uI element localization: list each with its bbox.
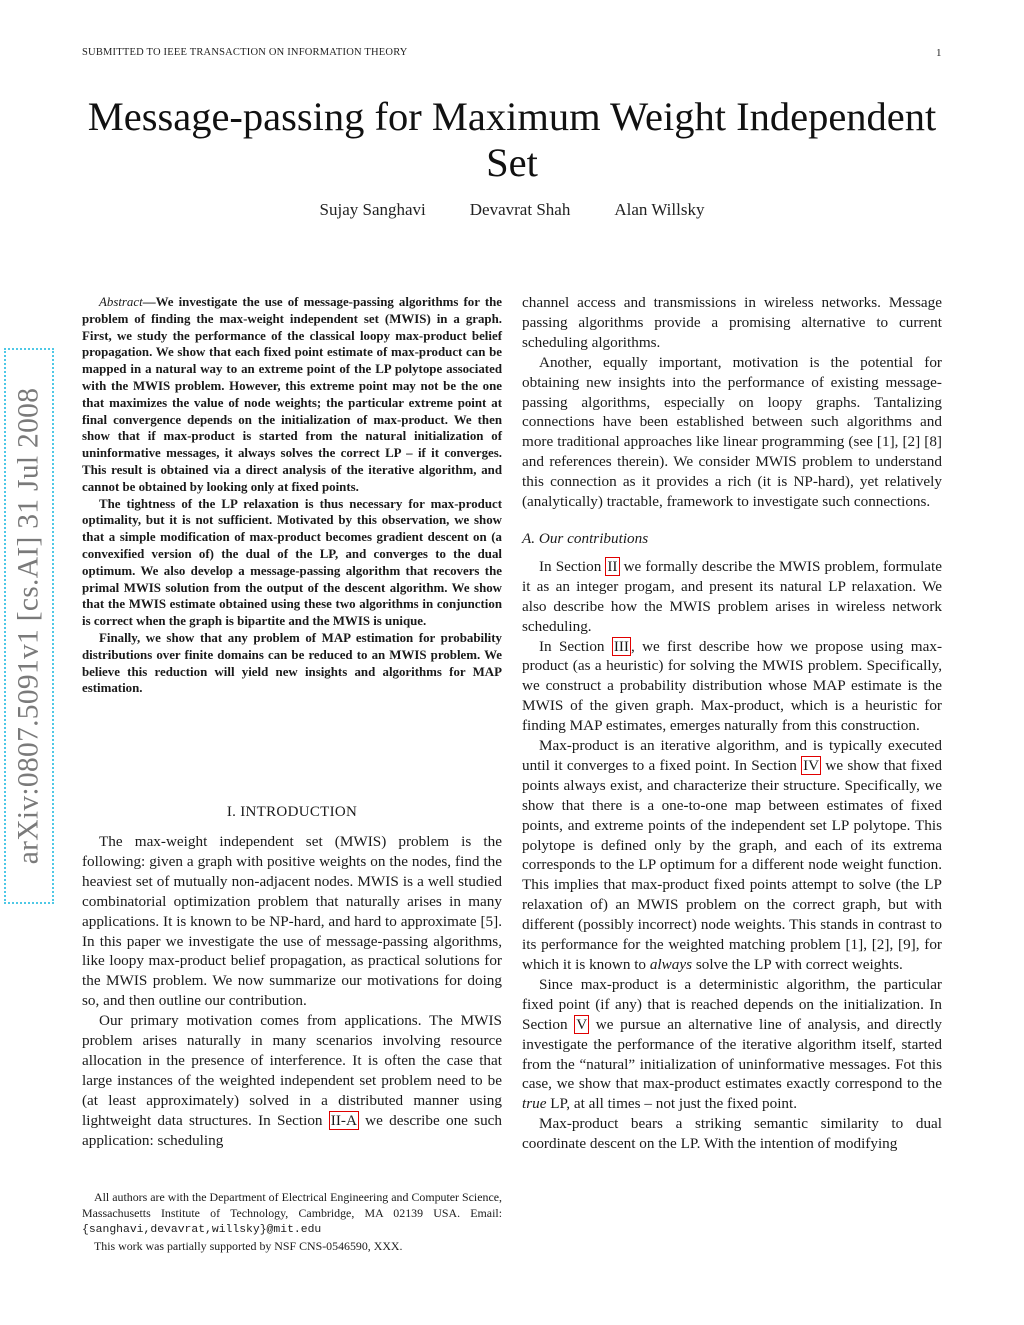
author-name: Alan Willsky: [614, 200, 705, 219]
abstract: [82, 294, 502, 697]
paper-title: Message-passing for Maximum Weight Independent Set: [87, 94, 937, 185]
body-paragraph: channel access and transmissions in wireless networks. Message passing algorithms provide a promising alternative to current scheduling algorithms.: [522, 294, 942, 351]
section-link[interactable]: II: [607, 557, 618, 575]
body-paragraph: Our primary motivation comes from applications. The MWIS problem arises naturally in many scenarios involving resource allocation in the presence of interference. It is often the case that large instances of the weighted independent set problem need to be (at least approximately) solved in a distributed manner using lightweight data structures. In Section II-A we describe one such application: scheduling: [82, 1012, 502, 1149]
section-link[interactable]: V: [576, 1015, 588, 1033]
section-link[interactable]: IV: [803, 756, 820, 774]
page-number: 1: [936, 47, 942, 59]
abstract-paragraph: Finally, we show that any problem of MAP estimation for probability distributions over finite domains can be reduced to an MWIS problem. We believe this reduction will yield new insights and algorithms for MAP estimation.: [82, 630, 502, 696]
author-name: Sujay Sanghavi: [319, 200, 426, 219]
arxiv-stamp[interactable]: [4, 348, 54, 904]
author-list: [200, 200, 824, 220]
section-link[interactable]: III: [613, 637, 629, 655]
author-email: {sanghavi,devavrat,willsky}@mit.edu: [82, 1224, 322, 1236]
arxiv-id: arXiv:0807.5091v1 [cs.AI] 31 Jul 2008: [12, 387, 45, 865]
right-column: [522, 293, 942, 1154]
author-name: Devavrat Shah: [469, 200, 571, 219]
subsection-heading: A. Our contributions: [522, 529, 649, 547]
body-paragraph: Since max-product is a deterministic algorithm, the particular fixed point (if any) that is reached depends on the initialization. In Section V we pursue an alternative line of analysis, and directly investigate the performance of the iterative algorithm itself, started from the “natural” initialization of uninformative messages. Fot this case, we show that max-product estimates exactly correspond to the true LP, at all times – not just the fixed point.: [522, 975, 942, 1113]
body-paragraph: In Section II we formally describe the MWIS problem, formulate it as an integer progam, and present its natural LP relaxation. We also describe how the MWIS problem arises in wireless network scheduling.: [522, 557, 942, 635]
body-paragraph: In Section III , we first describe how we propose using max-product (as a heuristic) for solving the MWIS problem. Specifically, we construct a probability distribution whose MAP estimate is the MWIS of the given graph. Max-product, which is a heuristic for finding MAP estimates, emerges naturally from this construction.: [522, 637, 942, 735]
section-heading-introduction: I. INTRODUCTION: [226, 804, 358, 820]
footnote: All authors are with the Department of Electrical Engineering and Computer Science, Massachusetts Institute of Technology, Cambridge, MA 02139 USA. Email: {sanghavi,devavrat,willsky}@mit.edu This work was partially supported by NSF CNS-0546590, XXX.: [82, 1190, 502, 1253]
body-paragraph: The max-weight independent set (MWIS) problem is the following: given a graph with positive weights on the nodes, find the heaviest set of mutually non-adjacent nodes. MWIS is a well studied combinatorial optimization problem that naturally arises in many applications. It is known to be NP-hard, and hard to approximate [5]. In this paper we investigate the use of message-passing algorithms, like loopy max-product belief propagation, as practical solutions for the MWIS problem. We now summarize our motivations for doing so, and then outline our contribution.: [82, 833, 502, 1010]
running-header: SUBMITTED TO IEEE TRANSACTION ON INFORMATION THEORY: [82, 47, 408, 58]
body-paragraph: Max-product is an iterative algorithm, and is typically executed until it converges to a fixed point. In Section IV we show that fixed points always exist, and characterize their structure. Specifically, we show that there is a one-to-one map between estimates of fixed points, and extreme points of the independent set LP polytope. This polytope is defined only by the graph, and each of its extrema corresponds to the LP optimum for a different node weight function. This implies that max-product fixed points attempt to solve (the LP relaxation of) an MWIS problem on the correct graph, but with different (possibly incorrect) node weights. This stands in contrast to its performance for the weighted matching problem [1], [2], [9], for which it is known to always solve the LP with correct weights.: [522, 737, 942, 973]
section-link[interactable]: II-A: [330, 1111, 357, 1129]
abstract-paragraph: Abstract—We investigate the use of message-passing algorithms for the problem of finding the max-weight independent set (MWIS) in a graph. First, we study the performance of the classical loopy max-product belief propagation. We show that each fixed point estimate of max-product can be mapped in a natural way to an extreme point of the LP polytope associated with the MWIS problem. However, this extreme point may not be the one that maximizes the value of node weights; the particular extreme point at final convergence depends on the initialization of max-product. We then show that if max-product is started from the natural initialization of uninformative messages, it always solves the correct LP – if it converges. This result is obtained via a direct analysis of the iterative algorithm, and cannot be obtained by looking only at fixed points.: [82, 295, 502, 494]
introduction-body: [82, 832, 502, 1151]
body-paragraph: Another, equally important, motivation is the potential for obtaining new insights into the performance of existing message-passing algorithms, especially on loopy graphs. Tantalizing connections have been established between such algorithms and more traditional approaches like linear programming (see [1], [2] [8] and references therein). We consider MWIS problem to understand this connection as it provides a rich (it is NP-hard), yet relatively (analytically) tractable, framework to investigate such connections.: [522, 353, 942, 511]
body-paragraph: Max-product bears a striking semantic similarity to dual coordinate descent on the LP. With the intention of modifying: [522, 1115, 942, 1153]
abstract-label: Abstract: [99, 295, 143, 309]
abstract-paragraph: The tightness of the LP relaxation is thus necessary for max-product optimality, but it is not sufficient. Motivated by this observation, we show that a simple modification of max-product becomes gradient descent on (a convexified version of) the dual of the LP, and converges to the dual optimum. We also develop a message-passing algorithm that recovers the primal MWIS solution from the output of the descent algorithm. We show that the MWIS estimate obtained using these two algorithms in conjunction is correct when the graph is bipartite and the MWIS is unique.: [82, 496, 502, 629]
